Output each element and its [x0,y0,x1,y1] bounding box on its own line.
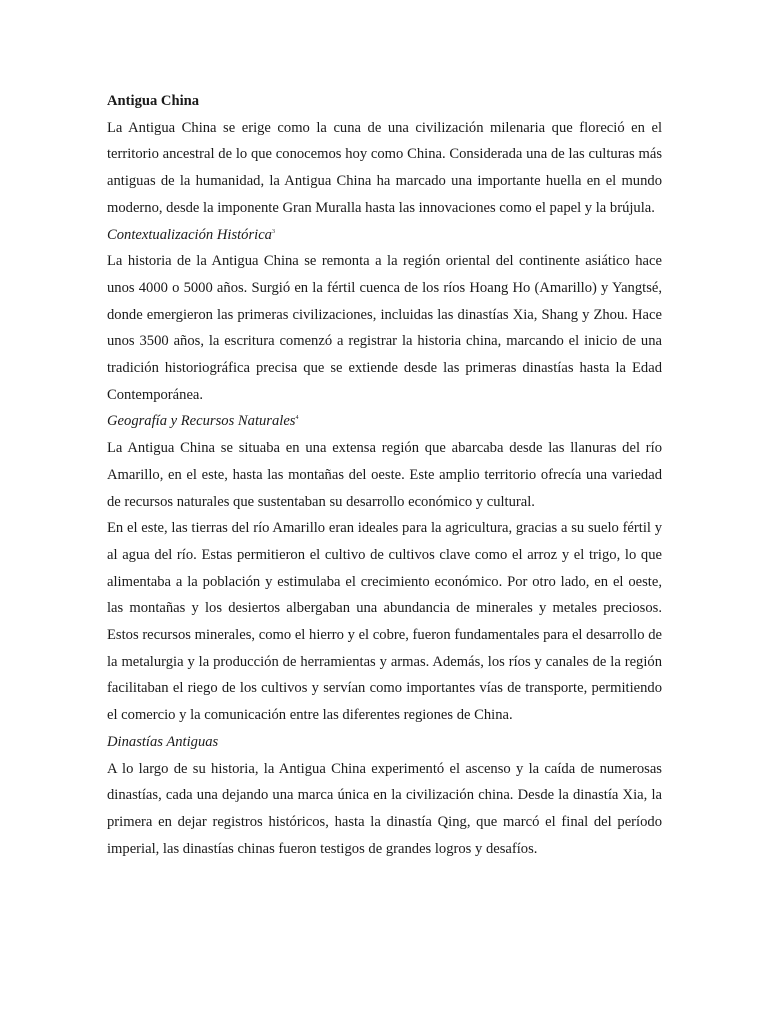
section-heading [107,222,662,249]
section-geography [107,408,662,728]
section-dynasties [107,729,662,863]
section-heading-text: Geografía y Recursos Naturales [107,413,296,430]
paragraph: A lo largo de su historia, la Antigua China experimentó el ascenso y la caída de numerosas dinastías, cada una dejando una marca única en la civilización china. Desde la dinastía Xia, la primera en dejar registros históricos, hasta la dinastía Qing, que marcó el final del período imperial, las dinastías chinas fueron testigos de grandes logros y desafíos. [107,760,662,857]
paragraph: La Antigua China se situaba en una extensa región que abarcaba desde las llanuras del río Amarillo, en el este, hasta las montañas del oeste. Este amplio territorio ofrecía una variedad de recursos naturales que sustentaban su desarrollo económico y cultural. [107,440,662,510]
section-heading-text: Dinastías Antiguas [107,733,219,750]
section-heading [107,408,662,435]
paragraph: La historia de la Antigua China se remonta a la región oriental del continente asiático hace unos 4000 o 5000 años. Surgió en la fértil cuenca de los ríos Hoang Ho (Amarillo) y Yangtsé, donde emergieron las primeras civilizaciones, incluidas las dinastías Xia, Shang y Zhou. Hace unos 3500 años, la escritura comenzó a registrar la historia china, marcando el inicio de una tradición historiográfica precisa que se extiende desde las primeras dinastías hasta la Edad Contemporánea. [107,253,662,403]
document-body [107,88,662,862]
section-historical-context [107,222,662,409]
footnote-marker: 4 [295,415,299,422]
paragraph: La Antigua China se erige como la cuna de una civilización milenaria que floreció en el territorio ancestral de lo que conocemos hoy como China. Considerada una de las culturas más antiguas de la humanidad, la Antigua China ha marcado una importante huella en el mundo moderno, desde la imponente Gran Muralla hasta las innovaciones como el papel y la brújula. [107,119,662,216]
section-intro [107,115,662,222]
paragraph: En el este, las tierras del río Amarillo eran ideales para la agricultura, gracias a su suelo fértil y al agua del río. Estas permitieron el cultivo de cultivos clave como el arroz y el trigo, lo que alimentaba a la población y estimulaba el crecimiento económico. Por otro lado, en el oeste, las montañas y los desiertos albergaban una abundancia de minerales y metales preciosos. Estos recursos minerales, como el hierro y el cobre, fueron fundamentales para el desarrollo de la metalurgia y la producción de herramientas y armas. Además, los ríos y canales de la región facilitaban el riego de los cultivos y servían como importantes vías de transporte, permitiendo el comercio y la comunicación entre las diferentes regiones de China. [107,520,662,724]
footnote-marker: 3 [271,228,275,235]
section-heading [107,729,662,756]
section-heading-text: Contextualización Histórica [107,226,272,243]
document-title: Antigua China [107,93,200,109]
